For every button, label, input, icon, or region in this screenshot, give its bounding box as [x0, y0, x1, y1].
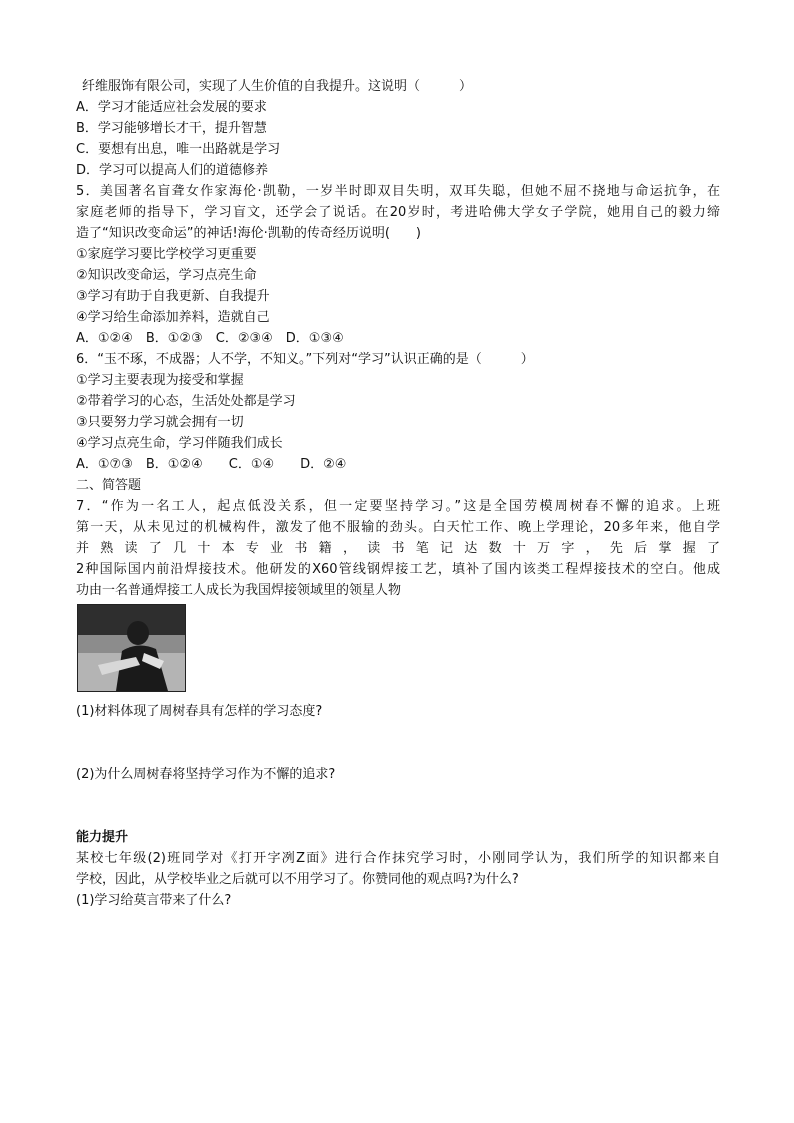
question-4-stem-tail: 纤维服饰有限公司，实现了人生价值的自我提升。这说明（ ） — [82, 79, 473, 94]
exercise-paragraph: 某校七年级(2)班同学对《打开字冽Z面》进行合作抹究学习时，小刚同学认为，我们所学的知识都来自 — [76, 851, 720, 866]
option-d: D．学习可以提高人们的道德修养 — [76, 163, 269, 178]
photo-of-worker-icon — [77, 604, 186, 692]
question-6-stem: 6．“玉不琢，不成器；人不学，不知义。”下列对“学习”认识正确的是（ ） — [76, 352, 534, 367]
question-5-stem: 5．美国著名盲聋女作家海伦·凯勒，一岁半时即双目失明，双耳失聪，但她不屈不挠地与命运抗争，在 — [76, 184, 720, 199]
statement-1: ①家庭学习要比学校学习更重要 — [76, 247, 257, 262]
exercise-paragraph: 学校，因此，从学校毕业之后就可以不用学习了。你赞同他的观点吗?为什么? — [76, 872, 519, 887]
option-b: B．学习能够增长才干，提升智慧 — [76, 121, 267, 136]
question-7-material: 功由一名普通焊接工人成长为我国焊接领域里的领星人物 — [76, 583, 402, 598]
statement-4: ④学习给生命添加养料，造就自己 — [76, 310, 270, 325]
answer-options: A．①⑦③ B．①②④ C．①④ D．②④ — [76, 457, 347, 472]
section-heading: 二、简答题 — [76, 478, 142, 493]
question-5-stem: 造了“知识改变命运”的神话!海伦·凯勒的传奇经历说明( ) — [76, 226, 421, 241]
question-7-material: 第一天，从未见过的机械构件，激发了他不服输的劲头。白天忙工作、晚上学理论，20多年来，他自学 — [76, 520, 720, 535]
statement-3: ③只要努力学习就会拥有一切 — [76, 415, 244, 430]
sub-question-1: (1)学习给莫言带来了什么? — [76, 893, 232, 908]
question-7-material: 并熟读了几十本专业书籍，读书笔记达数十万字，先后掌握了 — [76, 541, 720, 556]
statement-4: ④学习点亮生命，学习伴随我们成长 — [76, 436, 283, 451]
sub-question-2: (2)为什么周树春将坚持学习作为不懈的追求? — [76, 767, 336, 782]
statement-3: ③学习有助于自我更新、自我提升 — [76, 289, 270, 304]
question-7-material: 2种国际国内前沿焊接技术。他研发的X60管线钢焊接工艺，填补了国内该类工程焊接技术的空白。他成 — [76, 562, 720, 577]
statement-2: ②知识改变命运，学习点亮生命 — [76, 268, 257, 283]
answer-options: A．①②④ B．①②③ C．②③④ D．①③④ — [76, 331, 344, 346]
question-5-stem: 家庭老师的指导下，学习盲文，还学会了说话。在20岁时，考进哈佛大学女子学院，她用自己的毅力缔 — [76, 205, 720, 220]
sub-question-1: (1)材料体现了周树春具有怎样的学习态度? — [76, 704, 323, 719]
option-c: C．要想有出息，唯一出路就是学习 — [76, 142, 281, 157]
statement-2: ②带着学习的心态，生活处处都是学习 — [76, 394, 296, 409]
statement-1: ①学习主要表现为接受和掌握 — [76, 373, 244, 388]
section-heading: 能力提升 — [76, 830, 129, 845]
question-7-material: 7．“作为一名工人，起点低没关系，但一定要坚持学习。”这是全国劳模周树春不懈的追求。上班 — [76, 499, 720, 514]
option-a: A．学习才能适应社会发展的要求 — [76, 100, 267, 115]
